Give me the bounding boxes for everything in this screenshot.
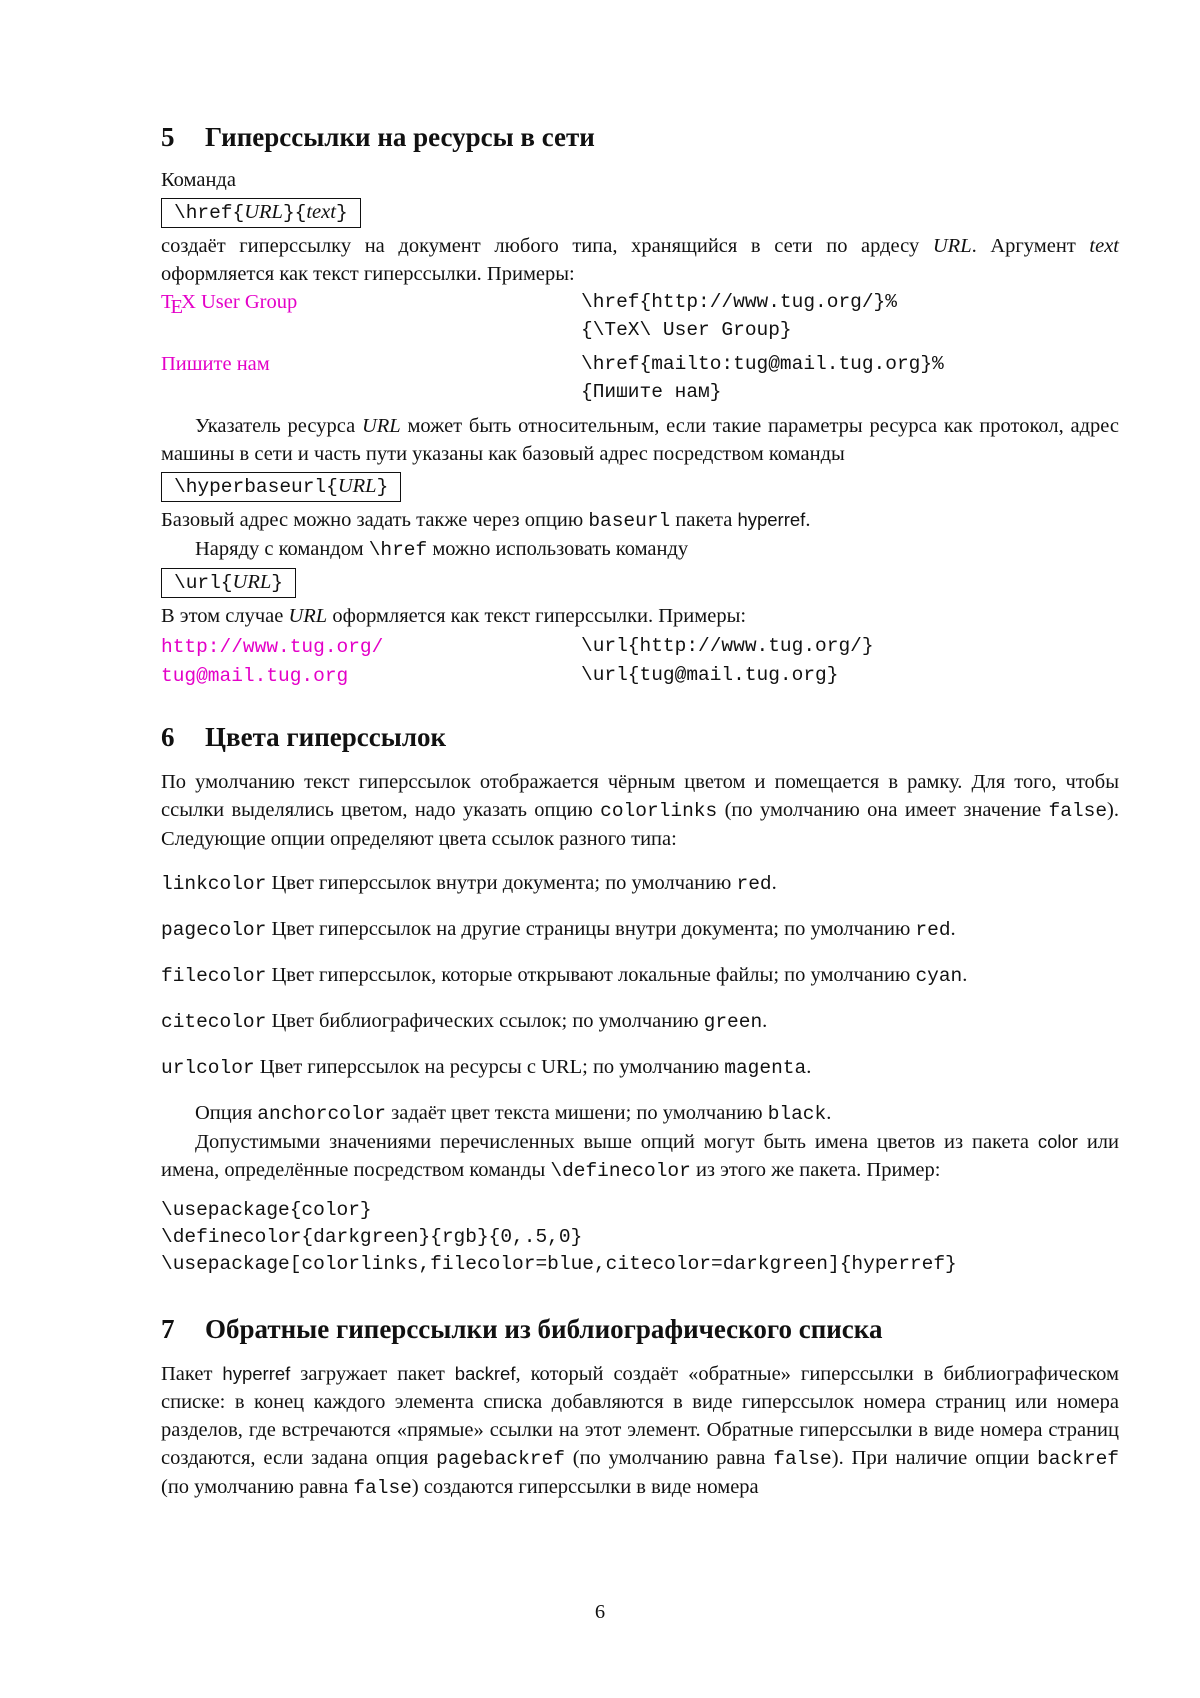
s5-paragraph-4: Наряду с командом \href можно использовать команду xyxy=(195,538,689,561)
example-row-url-1: http://www.tug.org/ \url{http://www.tug.org/} xyxy=(161,635,874,658)
option-urlcolor: urlcolor Цвет гиперссылок на ресурсы с URL; по умолчанию magenta. xyxy=(161,1056,812,1079)
option-pagecolor: pagecolor Цвет гиперссылок на другие страницы внутри документа; по умолчанию red. xyxy=(161,918,956,941)
s5-paragraph-2: Указатель ресурса URL может быть относительным, если такие параметры ресурса как протокол, адрес машины в сети и часть пути указаны как базовый адрес посредством команды xyxy=(161,415,1119,465)
s6-paragraph-2: Опция anchorcolor задаёт цвет текста мишени; по умолчанию black. xyxy=(195,1102,832,1125)
s7-paragraph-1: Пакет hyperref загружает пакет backref, который создаёт «обратные» гиперссылки в библиографическом списке: в конец каждого элемента списка добавляются в виде гиперссылок номера страниц или номера разделов, где встречаются «прямые» ссылки на этот элемент. Обратные гиперссылки в виде номера страниц создаются, если задана опция pagebackref (по умолчанию равна false). При наличие опции backref (по умолчанию равна false) создаются гиперссылки в виде номера xyxy=(161,1363,1119,1499)
example-row-url-2: tug@mail.tug.org \url{tug@mail.tug.org} xyxy=(161,664,839,687)
s5-paragraph-1: создаёт гиперссылку на документ любого типа, хранящийся в сети по ардесу URL. Аргумент text оформляется как текст гиперссылки. Примеры: xyxy=(161,235,1119,285)
s5-paragraph-3: Базовый адрес можно задать также через опцию baseurl пакета hyperref. xyxy=(161,509,811,532)
url-command-box: \url{URL} xyxy=(161,568,296,598)
option-citecolor: citecolor Цвет библиографических ссылок; по умолчанию green. xyxy=(161,1010,768,1033)
s6-paragraph-1: По умолчанию текст гиперссылок отображается чёрным цветом и помещается в рамку. Для того, чтобы ссылки выделялись цветом, надо указать опцию colorlinks (по умолчанию она имеет значение false). Следующие опции определяют цвета ссылок разного типа: xyxy=(161,771,1119,850)
tex-user-group-link[interactable]: TEX User Group xyxy=(161,291,298,318)
hyperbaseurl-command-box: \hyperbaseurl{URL} xyxy=(161,472,401,502)
s5-paragraph-5: В этом случае URL оформляется как текст гиперссылки. Примеры: xyxy=(161,605,747,627)
option-linkcolor: linkcolor Цвет гиперссылок внутри документа; по умолчанию red. xyxy=(161,872,777,895)
section-6-heading: 6 Цвета гиперссылок xyxy=(161,722,447,752)
example-row-mailto: Пишите нам \href{mailto:tug@mail.tug.org}% {Пишите нам} xyxy=(161,353,944,403)
code-example: \usepackage{color} \definecolor{darkgreen}{rgb}{0,.5,0} \usepackage[colorlinks,filecolor=blue,citecolor=darkgreen]{hyperref} xyxy=(161,1199,957,1275)
write-us-link[interactable]: Пишите нам xyxy=(161,353,270,375)
tug-org-url-link[interactable]: http://www.tug.org/ xyxy=(161,636,384,658)
section-5-heading: 5 Гиперссылки на ресурсы в сети xyxy=(161,122,595,152)
option-filecolor: filecolor Цвет гиперссылок, которые открывают локальные файлы; по умолчанию cyan. xyxy=(161,964,968,987)
color-options-list xyxy=(161,869,1119,1082)
s6-paragraph-3: Допустимыми значениями перечисленных выше опций могут быть имена цветов из пакета color или имена, определённые посредством команды \definecolor из этого же пакета. Пример: xyxy=(161,1131,1120,1182)
example-row-tex-user-group: TEX User Group \href{http://www.tug.org/}% {\TeX\ User Group} xyxy=(161,291,897,341)
href-command-box: \href{URL}{text} xyxy=(161,198,361,228)
s5-intro: Команда xyxy=(161,169,236,191)
document-page xyxy=(161,120,1119,1502)
page-number: 6 xyxy=(594,1601,606,1623)
section-7-heading: 7 Обратные гиперссылки из библиографического списка xyxy=(161,1314,883,1344)
tug-mail-url-link[interactable]: tug@mail.tug.org xyxy=(161,665,349,687)
